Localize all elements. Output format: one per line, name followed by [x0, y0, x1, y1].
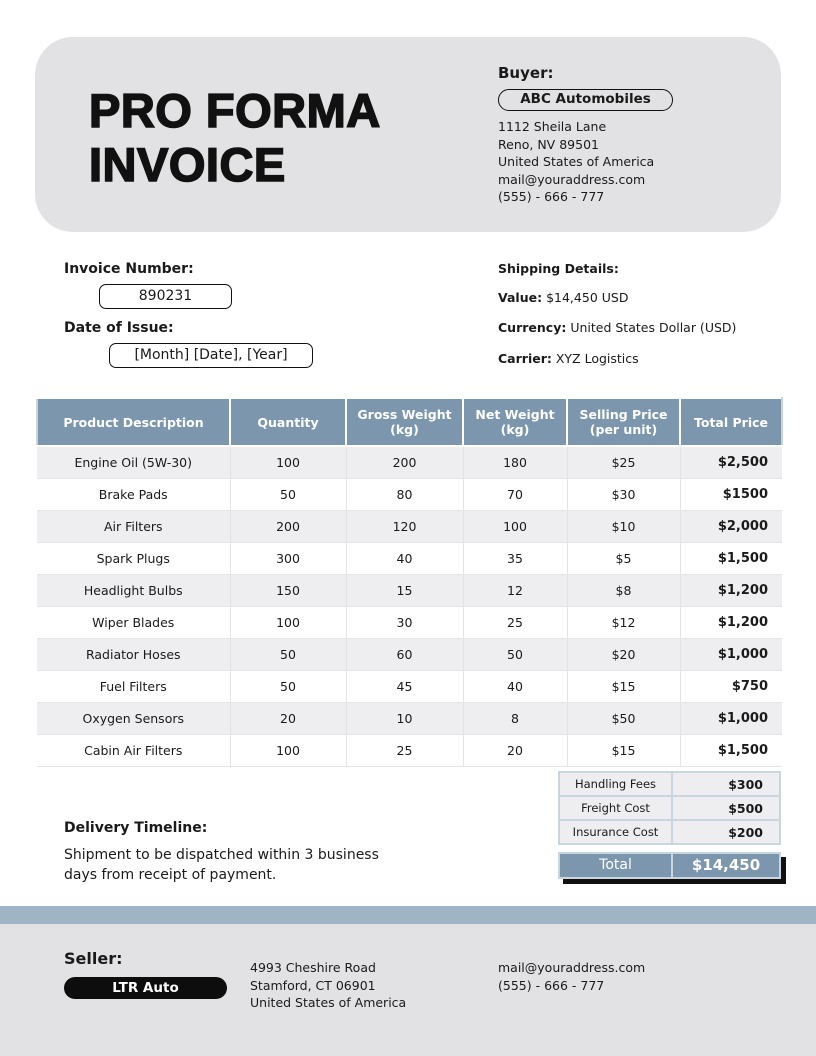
- table-cell: $1,500: [680, 734, 782, 766]
- table-cell: 12: [463, 574, 567, 606]
- table-cell: $1,500: [680, 542, 782, 574]
- date-of-issue-label: Date of Issue:: [64, 320, 174, 336]
- buyer-country: United States of America: [498, 154, 655, 169]
- table-cell: 25: [463, 606, 567, 638]
- table-cell: $1,000: [680, 638, 782, 670]
- seller-phone: (555) - 666 - 777: [498, 977, 605, 993]
- table-cell: 50: [230, 670, 346, 702]
- table-cell: 150: [230, 574, 346, 606]
- delivery-text: [64, 845, 404, 885]
- table-cell: $5: [567, 542, 680, 574]
- table-cell: 25: [346, 734, 463, 766]
- buyer-street: 1112 Sheila Lane: [498, 119, 607, 134]
- table-cell: 50: [463, 638, 567, 670]
- table-cell: $20: [567, 638, 680, 670]
- fee-label: Handling Fees: [559, 772, 672, 796]
- table-cell: Oxygen Sensors: [37, 702, 230, 734]
- fee-value: $200: [672, 820, 780, 844]
- shipping-heading: Shipping Details:: [498, 261, 619, 276]
- fee-value: $500: [672, 796, 780, 820]
- table-cell: $30: [567, 478, 680, 510]
- table-cell: $1,000: [680, 702, 782, 734]
- seller-heading: Seller:: [64, 949, 123, 968]
- table-cell: 120: [346, 510, 463, 542]
- table-cell: 35: [463, 542, 567, 574]
- column-header: Product Description: [37, 398, 230, 446]
- table-cell: $15: [567, 670, 680, 702]
- delivery-line-2: days from receipt of payment.: [64, 867, 277, 883]
- column-header: Total Price: [680, 398, 782, 446]
- table-row: [37, 446, 782, 478]
- table-row: [37, 606, 782, 638]
- table-cell: $8: [567, 574, 680, 606]
- table-cell: 100: [230, 734, 346, 766]
- fee-value: $300: [672, 772, 780, 796]
- shipping-carrier-label: Carrier:: [498, 351, 552, 366]
- table-row: [37, 478, 782, 510]
- seller-city: Stamford, CT 06901: [250, 977, 376, 993]
- table-row: [37, 670, 782, 702]
- table-cell: 8: [463, 702, 567, 734]
- table-cell: Cabin Air Filters: [37, 734, 230, 766]
- table-cell: $1,200: [680, 574, 782, 606]
- shipping-value-text: $14,450 USD: [546, 290, 629, 305]
- table-row: [37, 574, 782, 606]
- buyer-city: Reno, NV 89501: [498, 136, 599, 152]
- invoice-number-label: Invoice Number:: [64, 261, 194, 277]
- delivery-heading: Delivery Timeline:: [64, 820, 208, 836]
- fee-row: [559, 772, 780, 796]
- table-cell: 180: [463, 446, 567, 478]
- table-cell: 20: [463, 734, 567, 766]
- table-cell: 300: [230, 542, 346, 574]
- table-cell: $15: [567, 734, 680, 766]
- seller-name-badge: LTR Auto: [64, 977, 227, 999]
- buyer-name-badge: ABC Automobiles: [498, 89, 673, 111]
- table-cell: $1,200: [680, 606, 782, 638]
- table-row: [37, 542, 782, 574]
- table-cell: 15: [346, 574, 463, 606]
- shipping-currency: [498, 320, 736, 335]
- shipping-value-label: Value:: [498, 290, 543, 305]
- table-cell: Spark Plugs: [37, 542, 230, 574]
- footer-accent-band: [0, 906, 816, 924]
- table-cell: $1500: [680, 478, 782, 510]
- table-cell: 100: [230, 446, 346, 478]
- table-row: [37, 702, 782, 734]
- total-label: Total: [560, 854, 673, 877]
- table-cell: 200: [346, 446, 463, 478]
- shipping-carrier: [498, 351, 639, 366]
- fee-label: Insurance Cost: [559, 820, 672, 844]
- seller-contact: [498, 959, 645, 994]
- items-table: [36, 397, 783, 767]
- table-cell: 40: [346, 542, 463, 574]
- invoice-number-field: 890231: [99, 284, 232, 309]
- table-cell: 45: [346, 670, 463, 702]
- table-row: [37, 510, 782, 542]
- fee-row: [559, 820, 780, 844]
- column-header: Quantity: [230, 398, 346, 446]
- seller-street: 4993 Cheshire Road: [250, 960, 376, 975]
- table-cell: 50: [230, 638, 346, 670]
- buyer-phone: (555) - 666 - 777: [498, 189, 605, 204]
- table-cell: 50: [230, 478, 346, 510]
- table-cell: $10: [567, 510, 680, 542]
- date-of-issue-field: [Month] [Date], [Year]: [109, 343, 313, 368]
- table-row: [37, 734, 782, 766]
- table-cell: $50: [567, 702, 680, 734]
- table-cell: $2,500: [680, 446, 782, 478]
- table-cell: 60: [346, 638, 463, 670]
- table-cell: 100: [463, 510, 567, 542]
- table-cell: Radiator Hoses: [37, 638, 230, 670]
- table-cell: 40: [463, 670, 567, 702]
- total-bar: [558, 852, 781, 879]
- seller-country: United States of America: [250, 995, 407, 1010]
- table-cell: Headlight Bulbs: [37, 574, 230, 606]
- fee-row: [559, 796, 780, 820]
- table-cell: 80: [346, 478, 463, 510]
- fee-label: Freight Cost: [559, 796, 672, 820]
- table-cell: $12: [567, 606, 680, 638]
- table-cell: 30: [346, 606, 463, 638]
- table-cell: Brake Pads: [37, 478, 230, 510]
- shipping-value: [498, 290, 628, 305]
- delivery-line-1: Shipment to be dispatched within 3 business: [64, 847, 379, 863]
- total-value: $14,450: [691, 856, 761, 874]
- column-header: Selling Price (per unit): [567, 398, 680, 446]
- title-line-1: PRO FORMA: [89, 84, 381, 137]
- table-header-row: [37, 398, 782, 446]
- table-cell: 70: [463, 478, 567, 510]
- shipping-currency-label: Currency:: [498, 320, 567, 335]
- column-header: Net Weight (kg): [463, 398, 567, 446]
- table-cell: 200: [230, 510, 346, 542]
- table-cell: 100: [230, 606, 346, 638]
- table-row: [37, 638, 782, 670]
- seller-email: mail@youraddress.com: [498, 960, 646, 975]
- table-cell: 20: [230, 702, 346, 734]
- table-cell: $2,000: [680, 510, 782, 542]
- seller-address: [250, 959, 406, 1012]
- shipping-carrier-text: XYZ Logistics: [555, 351, 639, 366]
- title-line-2: INVOICE: [89, 138, 286, 191]
- buyer-address: [498, 118, 654, 206]
- table-cell: Air Filters: [37, 510, 230, 542]
- table-cell: Wiper Blades: [37, 606, 230, 638]
- page-title: [89, 84, 469, 192]
- shipping-currency-text: United States Dollar (USD): [570, 320, 737, 335]
- table-cell: $750: [680, 670, 782, 702]
- buyer-email: mail@youraddress.com: [498, 171, 646, 187]
- table-cell: Engine Oil (5W-30): [37, 446, 230, 478]
- buyer-heading: Buyer:: [498, 64, 554, 82]
- table-cell: Fuel Filters: [37, 670, 230, 702]
- fees-table: [558, 771, 781, 845]
- table-cell: $25: [567, 446, 680, 478]
- column-header: Gross Weight (kg): [346, 398, 463, 446]
- table-cell: 10: [346, 702, 463, 734]
